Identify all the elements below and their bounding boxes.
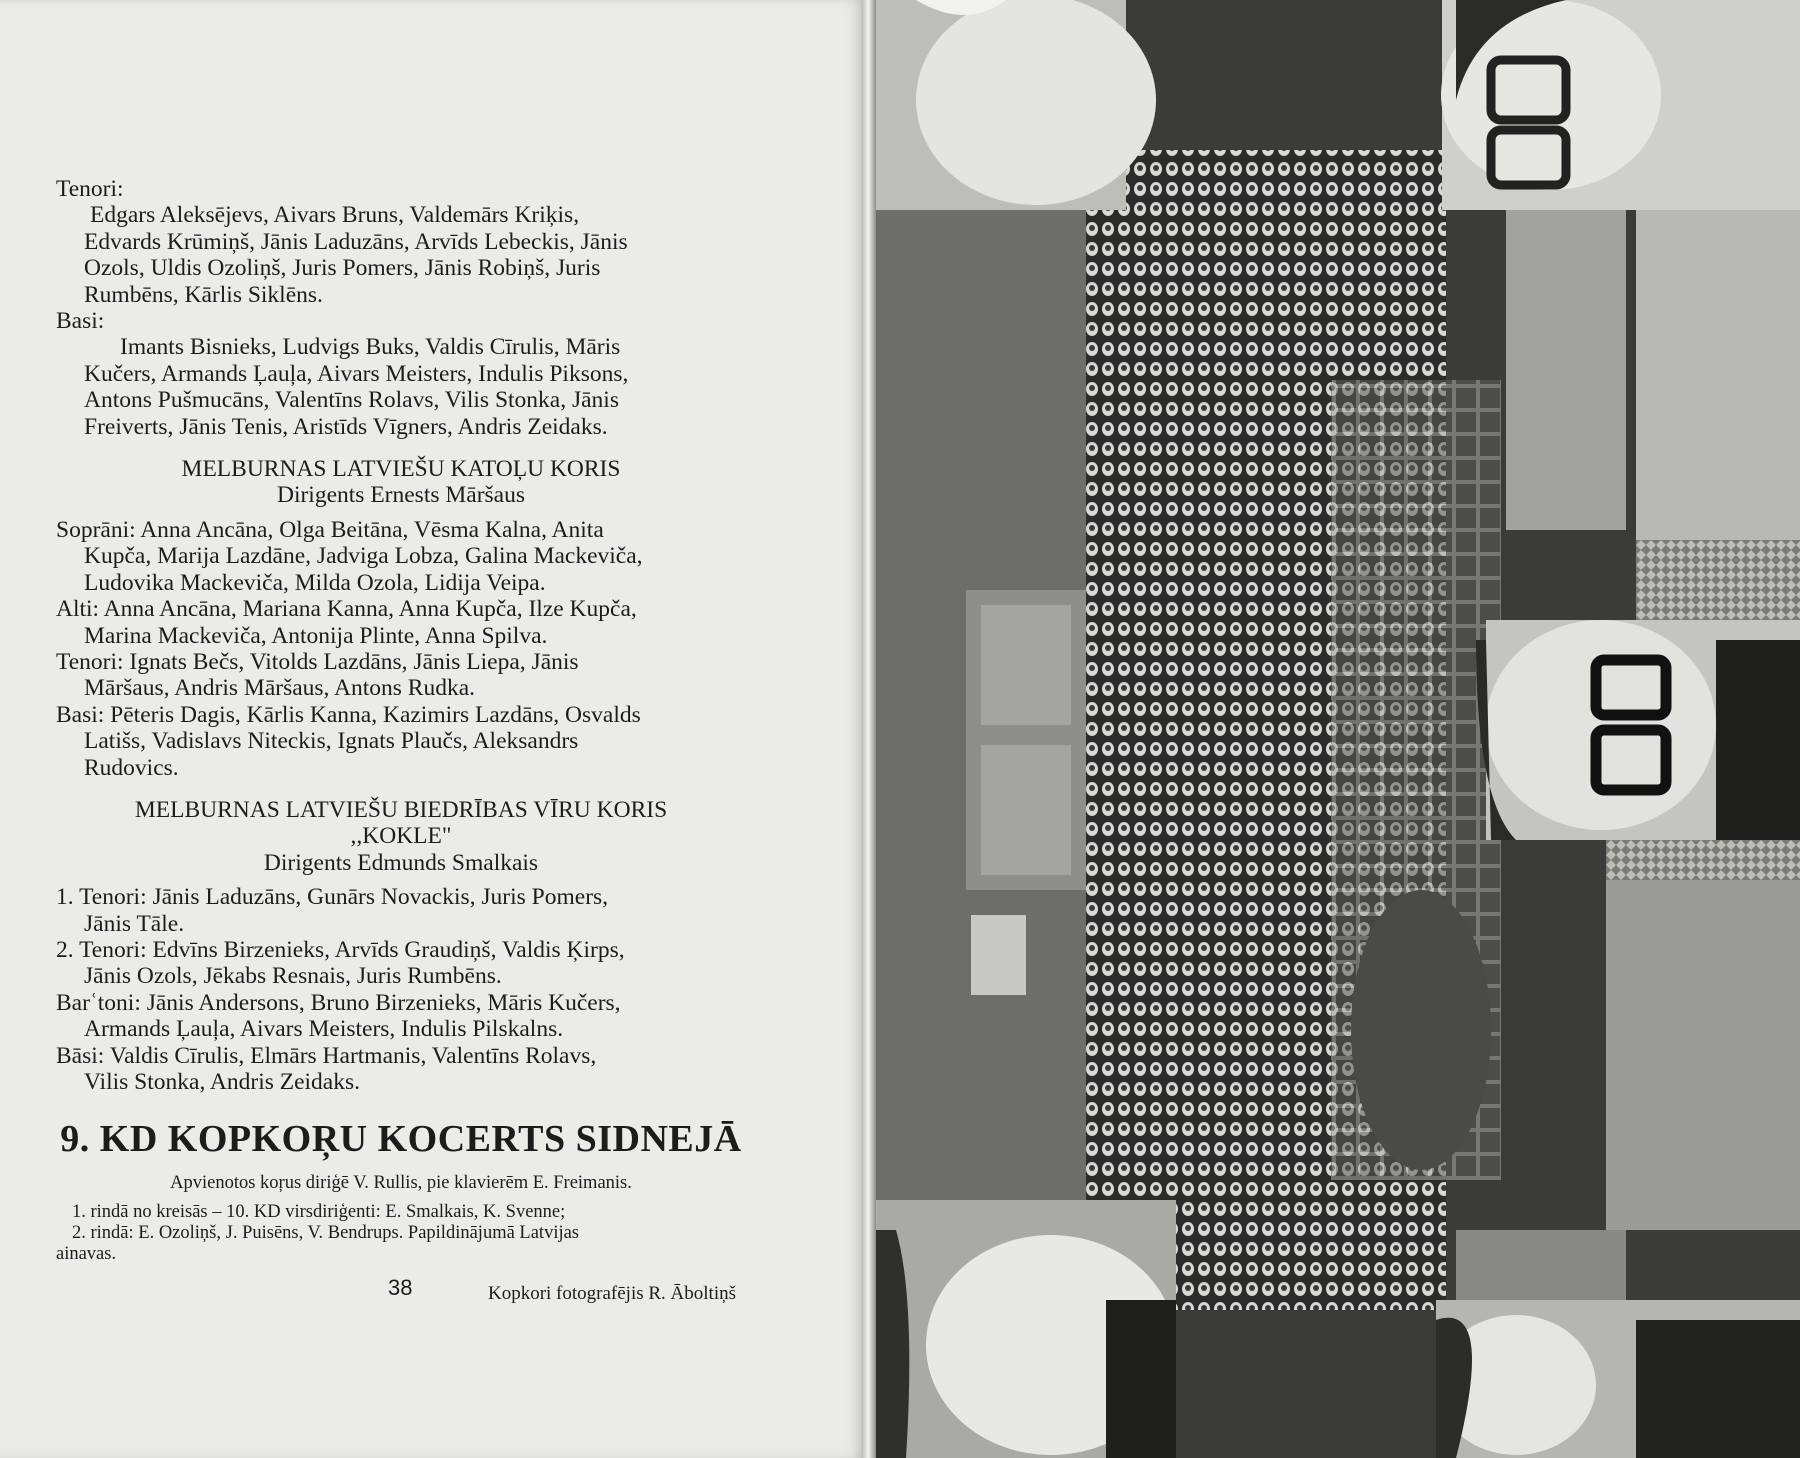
photo-caption: 2. rindā: E. Ozoliņš, J. Puisēns, V. Bendrups. Papildinājumā Latvijas [72,1223,580,1244]
text-line: Freiverts, Jānis Tenis, Aristīds Vīgners, Andris Zeidaks. [84,413,608,440]
choir-list [56,176,746,1308]
voice-line: Soprāni: Anna Ancāna, Olga Beitāna, Vēsma Kalna, Anita [56,516,604,543]
wall-plaque [971,915,1026,995]
voice-line: 1. Tenori: Jānis Laduzāns, Gunārs Novackis, Juris Pomers, [56,884,609,911]
choir-title: MELBURNAS LATVIEŠU BIEDRĪBAS VĪRU KORIS [134,796,668,823]
section-heading: Basi: [56,308,105,335]
flower-bouquet [1351,890,1491,1170]
photo-caption: ainavas. [56,1244,117,1265]
voice-line: Tenori: Ignats Bečs, Vitolds Lazdāns, Jānis Liepa, Jānis [56,648,579,675]
conductor: Dirigents Ernests Māršaus [276,482,525,509]
landscape-photo [1636,210,1800,540]
voice-line: Jānis Ozols, Jēkabs Resnais, Juris Rumbēns. [84,963,502,990]
voice-line: Basi: Pēteris Dagis, Kārlis Kanna, Kazimirs Lazdāns, Osvalds [56,701,641,728]
text-line: Rumbēns, Kārlis Siklēns. [84,281,323,308]
suit [1716,640,1800,840]
landscape-photo [1606,880,1800,1230]
voice-line: Bāsi: Valdis Cīrulis, Elmārs Hartmanis, Valentīns Rolavs, [56,1042,597,1069]
voice-line: Armands Ļauļa, Aivars Meisters, Indulis Pilskalns. [84,1016,564,1043]
photo-caption: Apvienotos koŗus diriģē V. Rullis, pie klavierēm E. Freimanis. [170,1173,632,1194]
hall-door-panel [981,605,1071,725]
text-line: Imants Bisnieks, Ludvigs Buks, Valdis Cīrulis, Māris [120,334,621,361]
book-gutter [862,0,876,1458]
voice-line: Marina Mackeviča, Antonija Plinte, Anna Spilva. [84,622,548,649]
text-line: Antons Pušmucāns, Valentīns Rolavs, Vilis Stonka, Jānis [84,387,619,414]
voice-line: Vilis Stonka, Andris Zeidaks. [84,1069,361,1095]
conductor: Dirigents Edmunds Smalkais [263,849,539,876]
hall-door-panel [981,745,1071,875]
choir-title: MELBURNAS LATVIEŠU KATOĻU KORIS [181,456,621,483]
voice-line: Alti: Anna Ancāna, Mariana Kanna, Anna Kupča, Ilze Kupča, [56,596,637,623]
concert-heading: 9. KD KOPKOŖU KOCERTS SIDNEJĀ [60,1118,742,1161]
text-line: Edgars Aleksējevs, Aivars Bruns, Valdemārs Kriķis, [90,202,580,229]
choir-photo-collage [876,0,1800,1458]
text-line: Edvards Krūmiņš, Jānis Laduzāns, Arvīds Lebeckis, Jānis [84,228,628,255]
text-line: Ozols, Uldis Ozoliņš, Juris Pomers, Jānis Robiņš, Juris [84,255,601,282]
voice-line: Rudovics. [84,754,179,781]
voice-line: Jānis Tāle. [84,910,185,937]
suit [1106,1300,1176,1458]
page-number: 38 [388,1275,413,1300]
portrait-face [916,0,1156,205]
photo-caption: 1. rindā no kreisās – 10. KD virsdiriģenti: E. Smalkais, K. Svenne; [72,1202,566,1223]
left-page [0,0,868,1458]
right-page [876,0,1800,1458]
voice-line: Māršaus, Andris Māršaus, Antons Rudka. [84,675,475,702]
suit [1636,1320,1800,1458]
landscape-photo [1506,200,1626,530]
choir-name: ,,KOKLE" [350,823,452,850]
voice-line: Latišs, Vadislavs Niteckis, Ignats Plaučs, Aleksandrs [84,728,579,755]
voice-line: 2. Tenori: Edvīns Birzenieks, Arvīds Graudiņš, Valdis Ķirps, [56,936,625,963]
voice-line: Ludovika Mackeviča, Milda Ozola, Lidija Veipa. [84,569,546,596]
voice-line: Barʿtoni: Jānis Andersons, Bruno Birzenieks, Māris Kučers, [56,989,621,1016]
voice-line: Kupča, Marija Lazdāne, Jadviga Lobza, Galina Mackeviča, [84,543,643,570]
section-heading: Tenori: [56,176,124,202]
photo-credit: Kopkori fotografējis R. Āboltiņš [487,1283,736,1305]
text-line: Kučers, Armands Ļauļa, Aivars Meisters, Indulis Piksons, [84,360,629,387]
